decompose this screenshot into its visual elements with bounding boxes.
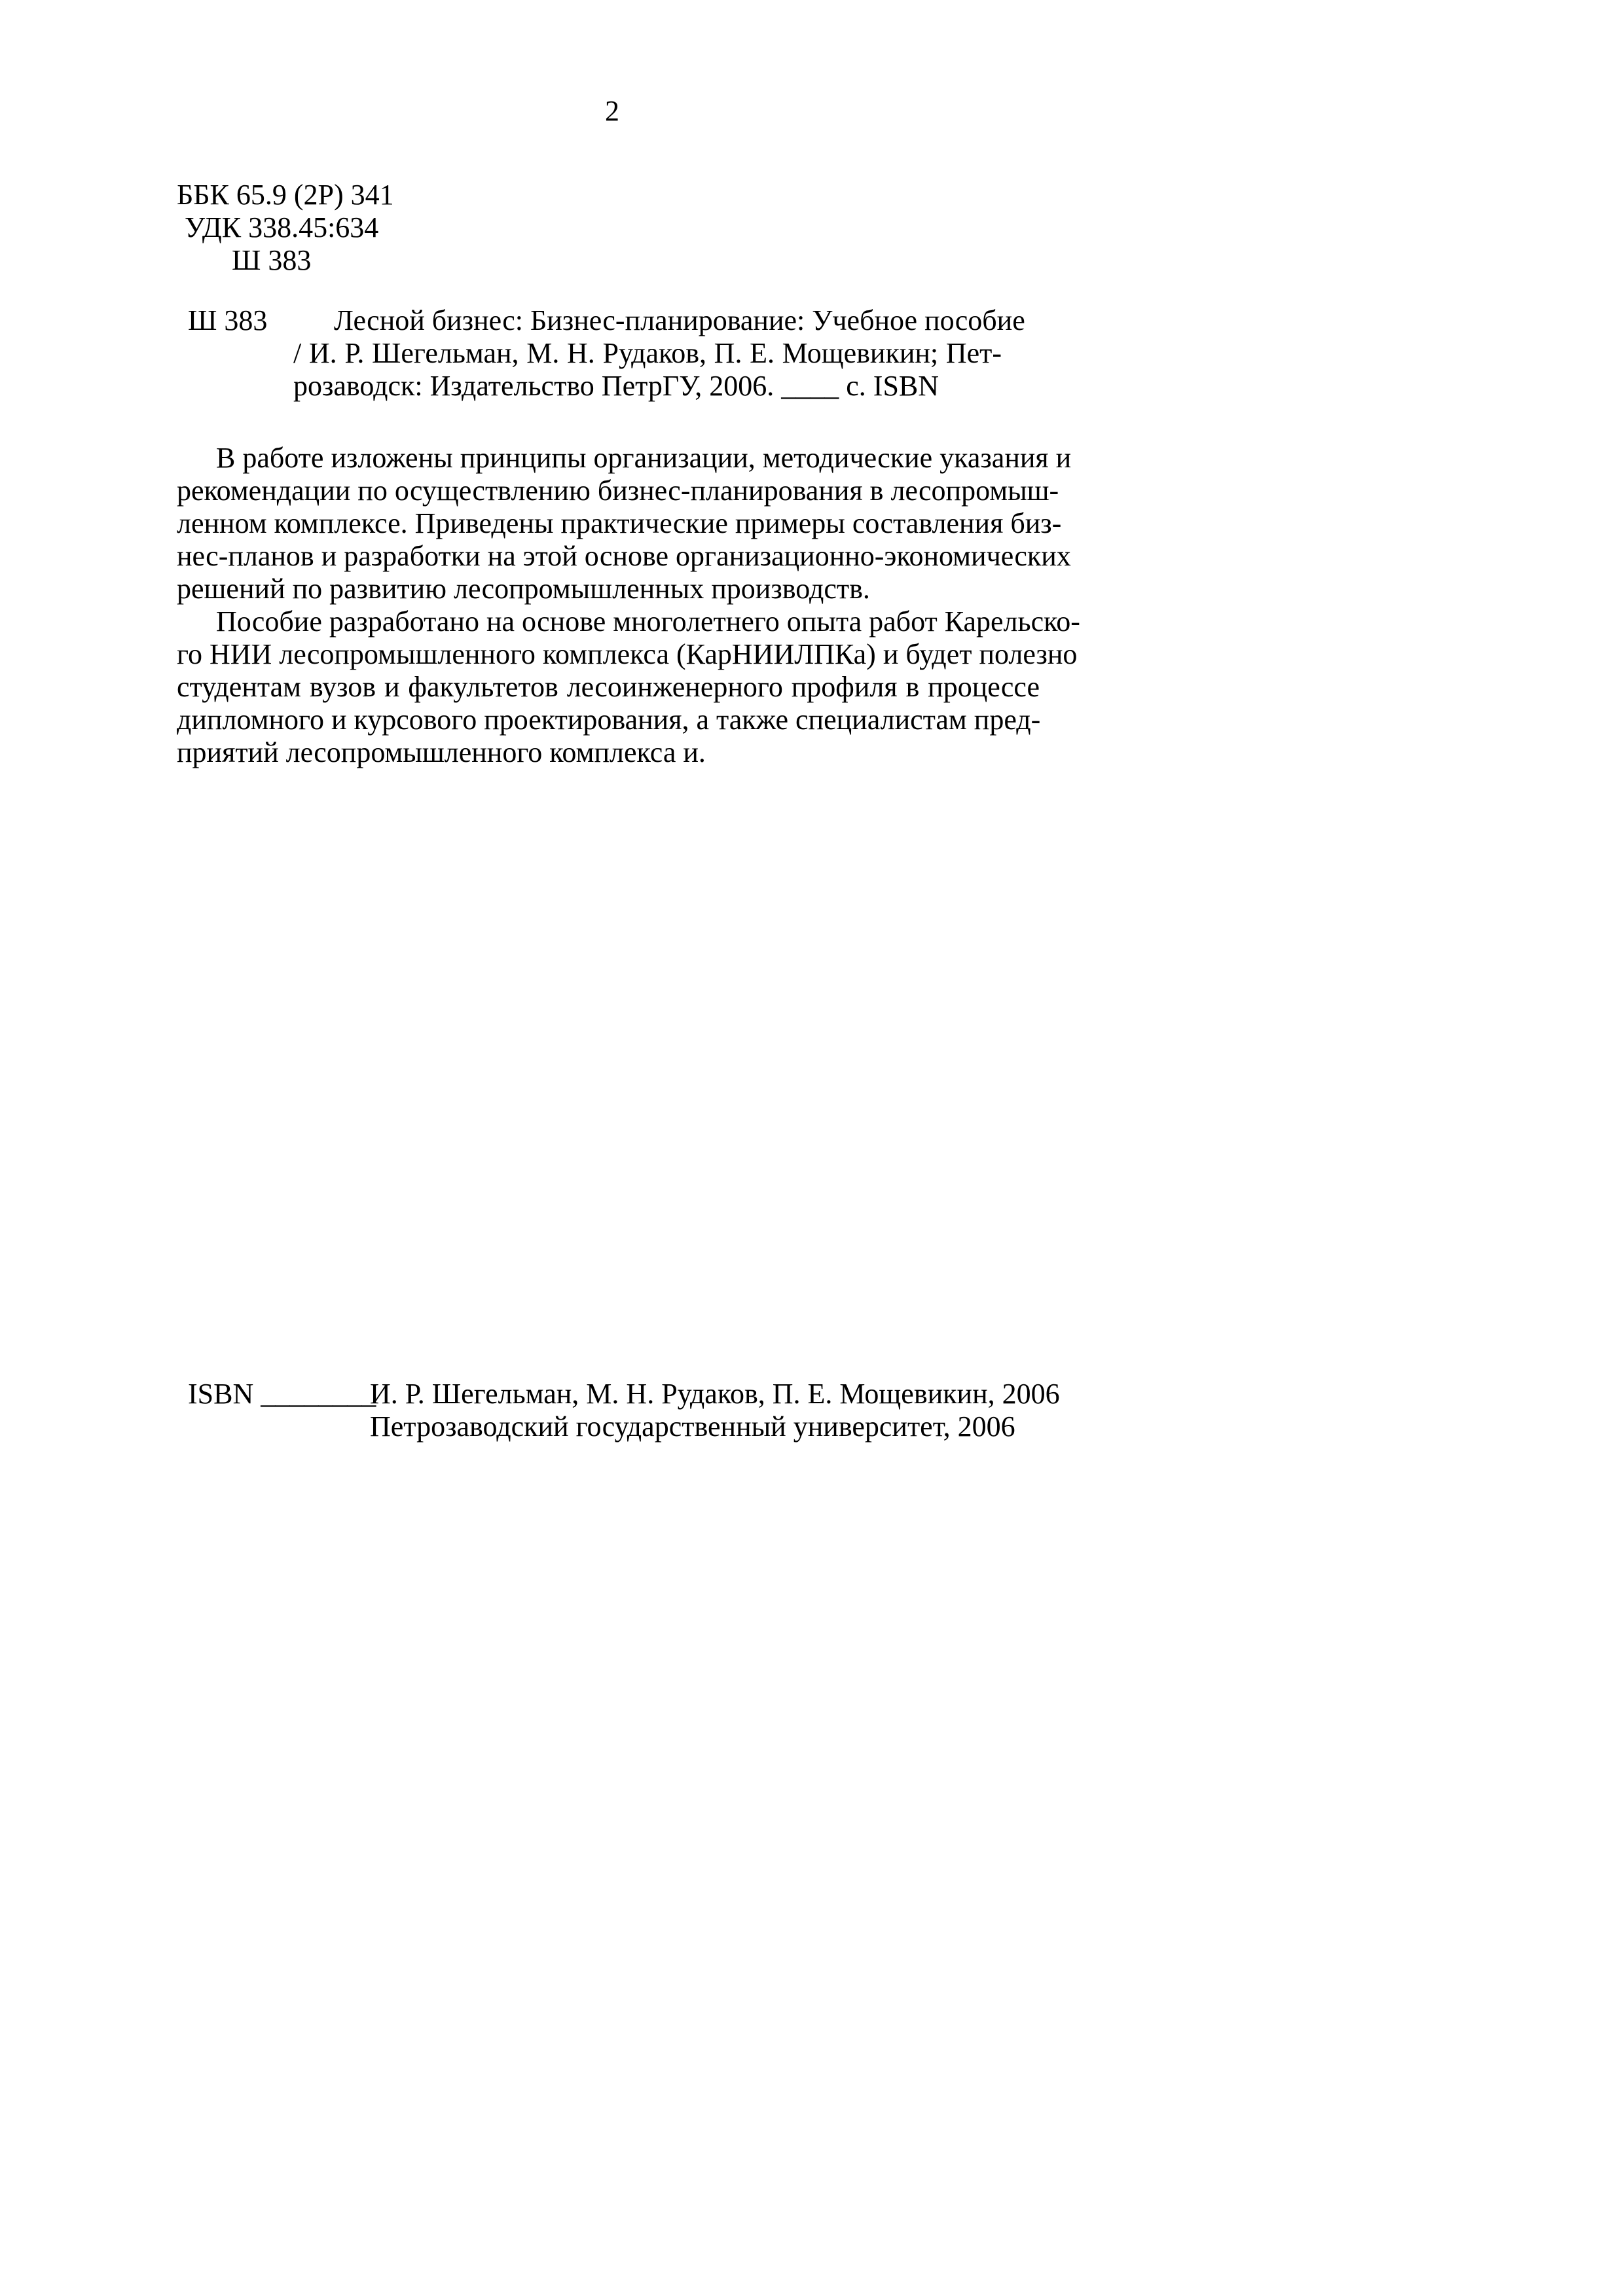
bibliographic-entry-code: Ш 383 <box>188 304 268 336</box>
copyright-authors: И. Р. Шегельман, М. Н. Рудаков, П. Е. Мощевикин, 2006 <box>370 1378 1060 1410</box>
abstract-line: ленном комплексе. Приведены практические примеры составления биз- <box>177 507 1062 539</box>
abstract-line: решений по развитию лесопромышленных производств. <box>177 573 870 605</box>
author-mark: Ш 383 <box>232 244 312 276</box>
abstract-line: приятий лесопромышленного комплекса и. <box>177 736 706 768</box>
bibliographic-entry-line: Лесной бизнес: Бизнес-планирование: Учебное пособие <box>334 304 1025 336</box>
abstract-line: студентам вузов и факультетов лесоинженерного профиля в процессе <box>177 671 1040 703</box>
abstract-line: В работе изложены принципы организации, методические указания и <box>216 442 1072 474</box>
abstract-line: Пособие разработано на основе многолетнего опыта работ Карельско- <box>216 605 1080 637</box>
abstract-line: рекомендации по осуществлению бизнес-планирования в лесопромыш- <box>177 475 1059 507</box>
page-number: 2 <box>605 95 619 127</box>
copyright-university: Петрозаводский государственный университет, 2006 <box>370 1410 1015 1443</box>
isbn-label: ISBN ________ <box>188 1378 376 1410</box>
abstract-line: го НИИ лесопромышленного комплекса (КарНИИЛПКа) и будет полезно <box>177 638 1078 670</box>
abstract-line: дипломного и курсового проектирования, а также специалистам пред- <box>177 704 1041 736</box>
abstract-line: нес-планов и разработки на этой основе организационно-экономических <box>177 540 1071 572</box>
udk-code: УДК 338.45:634 <box>185 211 379 243</box>
bibliographic-entry-line: / И. Р. Шегельман, М. Н. Рудаков, П. Е. Мощевикин; Пет- <box>293 337 1002 369</box>
bbk-code: ББК 65.9 (2Р) 341 <box>177 179 394 211</box>
bibliographic-entry-line: розаводск: Издательство ПетрГУ, 2006. ____ с. ISBN <box>293 370 939 402</box>
